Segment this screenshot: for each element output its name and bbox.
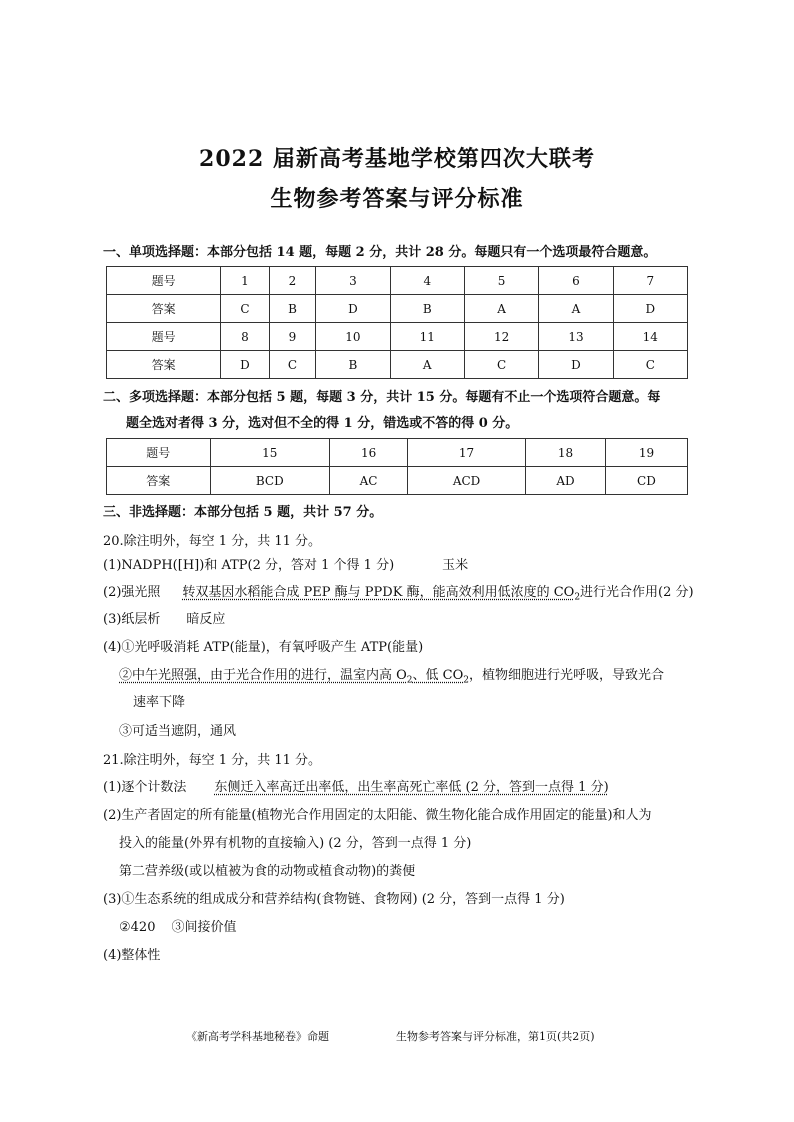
footer-left: 《新高考学科基地秘卷》命题 — [186, 1030, 329, 1043]
table1-cell: 6 — [539, 267, 613, 295]
q20-answer-2-subscript: 2 — [574, 592, 581, 603]
table1-row-label: 答案 — [107, 295, 221, 323]
q21-answer-3: 投入的能量(外界有机物的直接输入) (2 分，答到一点得 1 分) — [119, 836, 472, 851]
section-1-heading: 一、单项选择题：本部分包括 14 题，每题 2 分，共计 28 分。每题只有一个选项最符合题意。 — [103, 245, 657, 260]
table1-cell: 7 — [613, 267, 687, 295]
table1-row-label: 答案 — [107, 351, 221, 379]
q20-answer-5-part-c: ，植物细胞进行光呼吸，导致光合 — [469, 668, 665, 683]
table1-cell: 14 — [613, 323, 687, 351]
q21-answer-2: (2)生产者固定的所有能量(植物光合作用固定的太阳能、微生物化能合成作用固定的能量)和人为 — [103, 808, 652, 823]
page-title: 2022 届新高考基地学校第四次大联考 — [199, 146, 595, 172]
table1-row — [107, 323, 688, 351]
table2-cell: AC — [330, 467, 408, 495]
table1-row — [107, 267, 688, 295]
q20-answer-2-part-a: (2)强光照 — [103, 585, 161, 600]
section-3-heading: 三、非选择题：本部分包括 5 题，共计 57 分。 — [103, 505, 383, 520]
table1-cell: D — [316, 295, 390, 323]
table1-cell: C — [269, 351, 316, 379]
table1-cell: 13 — [539, 323, 613, 351]
table1-cell: B — [390, 295, 464, 323]
q21-answer-7: (4)整体性 — [103, 948, 161, 963]
q20-answer-2-part-c: 进行光合作用(2 分) — [580, 585, 694, 600]
table2-cell: 19 — [605, 439, 687, 467]
q20-answer-6: 速率下降 — [133, 695, 186, 710]
table1-cell: 9 — [269, 323, 316, 351]
table1-row — [107, 351, 688, 379]
q20-answer-5-subscript-1: 2 — [406, 675, 413, 686]
table1-cell: A — [464, 295, 538, 323]
table1-cell: 12 — [464, 323, 538, 351]
q21-answer-1-part-b: 东侧迁入率高迁出率低，出生率高死亡率低 (2 分，答到一点得 1 分) — [214, 780, 609, 795]
q20-answer-3-part-a: (3)纸层析 — [103, 612, 161, 627]
answer-table-multi-choice — [106, 438, 688, 495]
table1-row — [107, 295, 688, 323]
q21-header: 21.除注明外，每空 1 分，共 11 分。 — [103, 753, 322, 768]
table1-cell: 1 — [221, 267, 270, 295]
q20-answer-4: (4)①光呼吸消耗 ATP(能量)，有氧呼吸产生 ATP(能量) — [103, 640, 424, 655]
table1-cell: 11 — [390, 323, 464, 351]
table1-cell: A — [539, 295, 613, 323]
table1-cell: D — [613, 295, 687, 323]
footer-right: 生物参考答案与评分标准，第1页(共2页) — [396, 1030, 595, 1043]
table2-row-label: 题号 — [107, 439, 211, 467]
table1-cell: 5 — [464, 267, 538, 295]
q21-answer-5: (3)①生态系统的组成成分和营养结构(食物链、食物网) (2 分，答到一点得 1 分) — [103, 892, 565, 907]
q20-answer-5-subscript-2: 2 — [463, 675, 470, 686]
q20-answer-5-part-b: 、低 CO — [412, 668, 464, 683]
q20-answer-2 — [103, 583, 694, 608]
q20-answer-1 — [103, 556, 468, 576]
table1-row-label: 题号 — [107, 323, 221, 351]
table1-cell: C — [613, 351, 687, 379]
q21-answer-1 — [103, 778, 609, 798]
table1-cell: D — [539, 351, 613, 379]
section-2-heading-line2: 题全选对者得 3 分，选对但不全的得 1 分，错选或不答的得 0 分。 — [126, 416, 519, 431]
table2-row — [107, 439, 688, 467]
page-subtitle: 生物参考答案与评分标准 — [270, 186, 524, 212]
q20-answer-3 — [103, 610, 225, 630]
table1-cell: 8 — [221, 323, 270, 351]
table2-cell: ACD — [408, 467, 526, 495]
q20-answer-1-part-a: (1)NADPH([H])和 ATP(2 分，答对 1 个得 1 分) — [103, 558, 395, 573]
table2-cell: 15 — [210, 439, 329, 467]
table1-cell: D — [221, 351, 270, 379]
table2-cell: 18 — [526, 439, 606, 467]
q20-header: 20.除注明外，每空 1 分，共 11 分。 — [103, 534, 322, 549]
table1-cell: B — [316, 351, 390, 379]
q21-answer-6-part-a: ②420 — [119, 920, 156, 935]
table2-cell: CD — [605, 467, 687, 495]
q21-answer-6 — [119, 918, 236, 938]
table2-cell: 17 — [408, 439, 526, 467]
table1-cell: C — [464, 351, 538, 379]
table1-cell: 4 — [390, 267, 464, 295]
table1-cell: 3 — [316, 267, 390, 295]
table2-row — [107, 467, 688, 495]
q20-answer-3-part-b: 暗反应 — [186, 612, 226, 627]
answer-table-single-choice — [106, 266, 688, 379]
q20-answer-5-part-a: ②中午光照强，由于光合作用的进行，温室内高 O — [119, 668, 407, 683]
q21-answer-4: 第二营养级(或以植被为食的动物或植食动物)的粪便 — [119, 864, 416, 879]
section-2-heading-line1: 二、多项选择题：本部分包括 5 题，每题 3 分，共计 15 分。每题有不止一个选项符合题意。每 — [103, 390, 661, 405]
table1-cell: C — [221, 295, 270, 323]
q20-answer-7: ③可适当遮阴，通风 — [119, 724, 237, 739]
q20-answer-1-part-b: 玉米 — [442, 558, 469, 573]
q21-answer-6-part-b: ③间接价值 — [171, 920, 237, 935]
table1-cell: 2 — [269, 267, 316, 295]
table1-cell: 10 — [316, 323, 390, 351]
table1-cell: B — [269, 295, 316, 323]
table2-cell: 16 — [330, 439, 408, 467]
q21-answer-1-part-a: (1)逐个计数法 — [103, 780, 187, 795]
table2-cell: AD — [526, 467, 606, 495]
table2-cell: BCD — [210, 467, 329, 495]
table2-row-label: 答案 — [107, 467, 211, 495]
q20-answer-5 — [119, 666, 664, 691]
table1-row-label: 题号 — [107, 267, 221, 295]
q20-answer-2-part-b: 转双基因水稻能合成 PEP 酶与 PPDK 酶，能高效利用低浓度的 CO — [182, 585, 575, 600]
table1-cell: A — [390, 351, 464, 379]
